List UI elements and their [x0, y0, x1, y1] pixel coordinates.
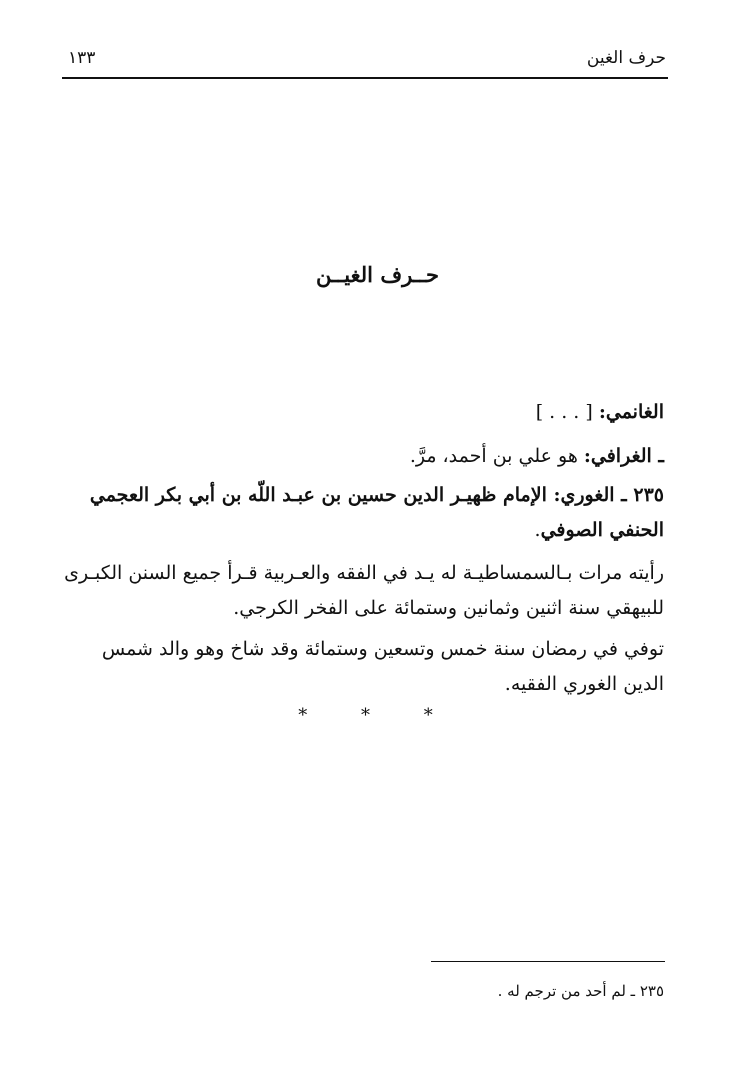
- page-number: ١٣٣: [68, 48, 96, 68]
- entry-text: هو علي بن أحمد، مرَّ.: [409, 445, 584, 467]
- entry-text: .: [534, 519, 541, 541]
- entry-ghanimi: [60, 395, 664, 430]
- chapter-title: حــرف الغيــن: [316, 262, 439, 287]
- footnote-rule: [431, 961, 665, 962]
- entry-head: ـ الغرافي:: [583, 445, 664, 467]
- paragraph-text: توفي في رمضان سنة خمس وتسعين وستمائة وقد شاخ وهو والد شمس الدين الغوري الفقيه.: [101, 638, 664, 695]
- entry-ghuri: [60, 478, 664, 548]
- entry-paragraph: [60, 632, 664, 702]
- paragraph-text: رأيته مرات بـالسمساطيـة له يـد في الفقه والعـربية قـرأ جميع السنن الكبـرى للبيهقي سنة اثنين وثمانين وستمائة على الفخر الكرجي.: [64, 562, 664, 619]
- entry-head: ٢٣٥ ـ الغوري: الإمام ظهيـر الدين حسين بن عبـد اللّه بن أبي بكر العجمي الحنفي الصوفي: [89, 484, 664, 541]
- entry-paragraph: [60, 556, 664, 626]
- entry-text: [ . . . ]: [535, 401, 599, 423]
- entry-gharrafi: [60, 439, 664, 474]
- footnote: ٢٣٥ ـ لم أحد من ترجم له .: [497, 982, 664, 1000]
- header-rule: [62, 77, 668, 79]
- section-separator: * * *: [298, 705, 457, 726]
- entry-head: الغانمي:: [598, 401, 664, 423]
- page-header: [62, 48, 666, 72]
- running-header-title: حرف الغين: [586, 48, 666, 68]
